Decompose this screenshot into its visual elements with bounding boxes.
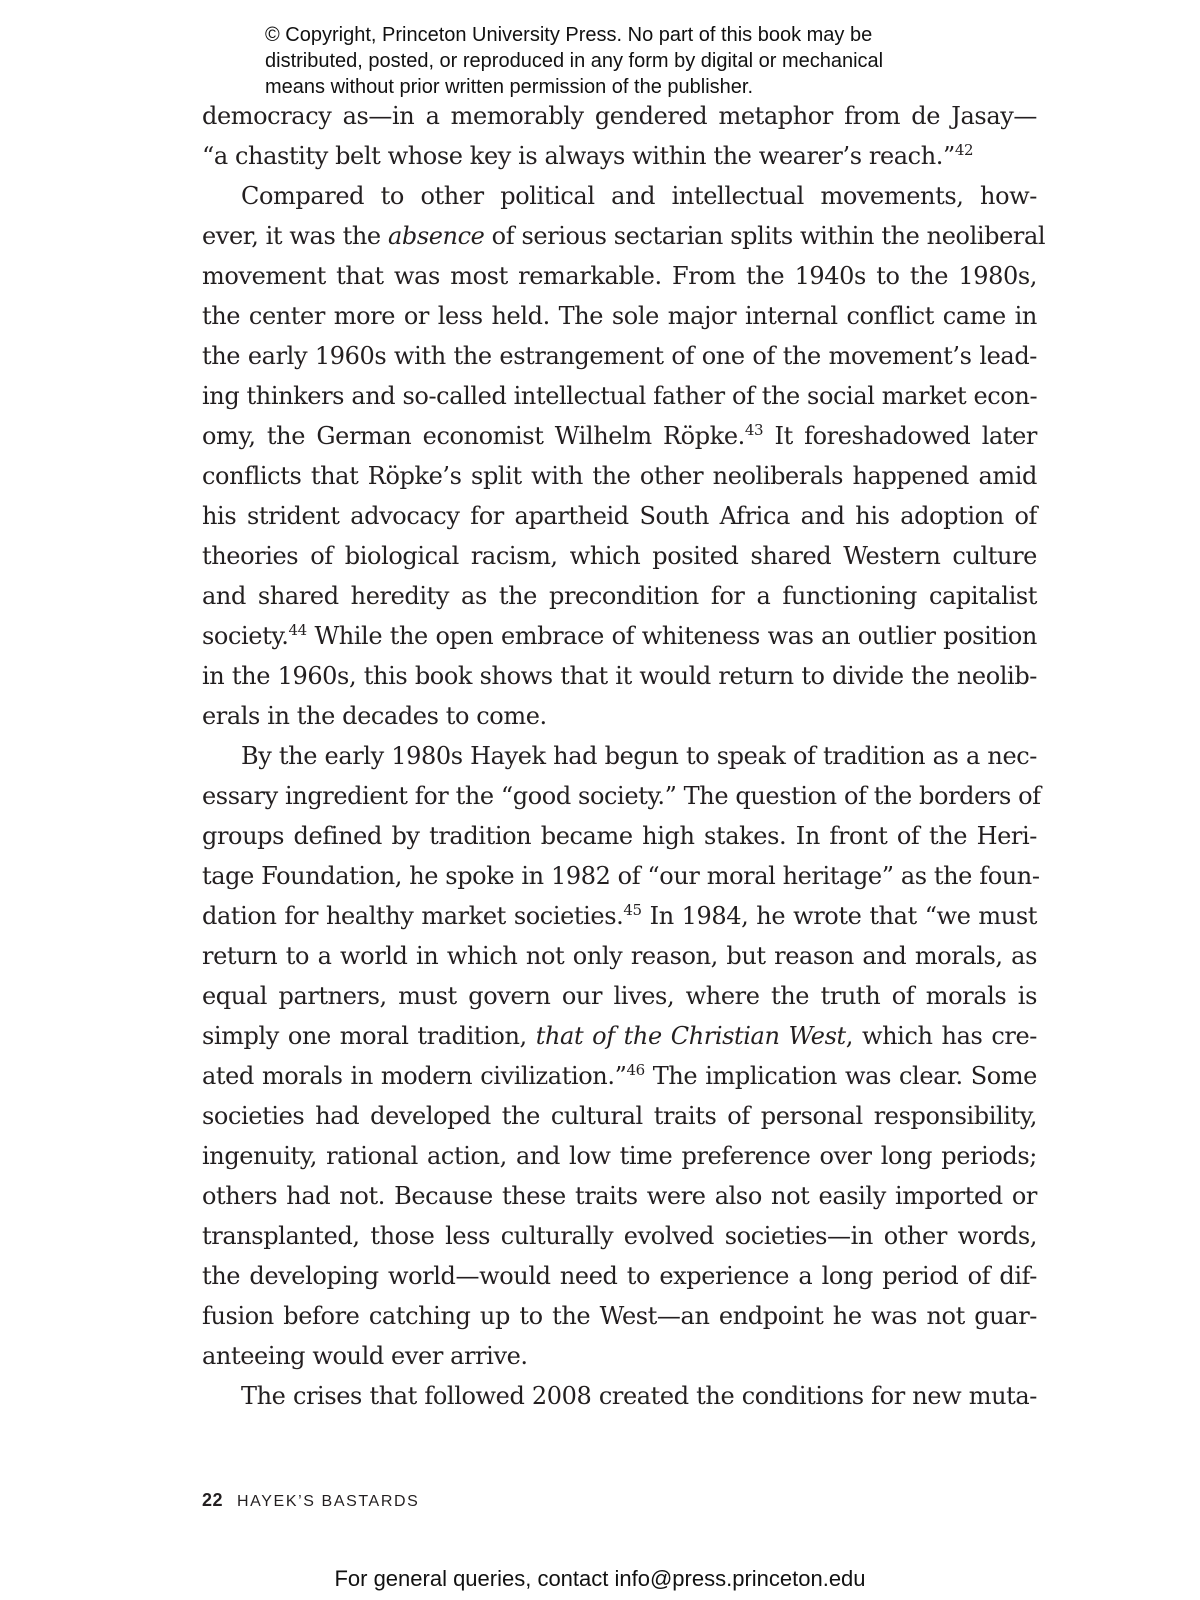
text-line: tage Foundation, he spoke in 1982 of “our moral heritage” as the foun- (202, 862, 1040, 890)
text-line: The crises that followed 2008 created the conditions for new muta- (241, 1382, 1037, 1410)
text-line: and shared heredity as the precondition for a functioning capitalist (202, 582, 1037, 610)
text-line: groups defined by tradition became high stakes. In front of the Heri- (202, 822, 1037, 850)
text-line: Compared to other political and intellectual movements, how- (241, 182, 1037, 210)
page-number: 22 (202, 1490, 224, 1510)
paragraph (202, 96, 1037, 176)
text-line: ingenuity, rational action, and low time preference over long periods; (202, 1142, 1037, 1170)
text-line: transplanted, those less culturally evolved societies—in other words, (202, 1222, 1037, 1250)
body-text (202, 96, 1046, 1416)
contact-line: For general queries, contact info@press.princeton.edu (334, 1566, 866, 1591)
text-line: ing thinkers and so-called intellectual father of the social market econ- (202, 382, 1038, 410)
text-line: erals in the decades to come. (202, 702, 547, 730)
footnote-ref: 42 (954, 141, 974, 159)
footnote-ref: 43 (744, 421, 764, 439)
text-line: others had not. Because these traits were also not easily imported or (202, 1182, 1037, 1210)
text-line: democracy as—in a memorably gendered metaphor from de Jasay— (202, 102, 1037, 130)
copyright-notice (265, 22, 985, 100)
emphasis: that of the Christian West (535, 1022, 846, 1050)
text-line: in the 1960s, this book shows that it would return to divide the neolib- (202, 662, 1037, 690)
text-line: By the early 1980s Hayek had begun to speak of tradition as a nec- (241, 742, 1037, 770)
copyright-line: distributed, posted, or reproduced in any form by digital or mechanical (265, 50, 884, 72)
text-line: societies had developed the cultural traits of personal responsibility, (202, 1102, 1037, 1130)
footnote-ref: 44 (288, 621, 307, 639)
text-line: ever, it was the absence of serious sectarian splits within the neoliberal (202, 222, 1046, 250)
footnote-ref: 46 (626, 1061, 645, 1079)
text-line: dation for healthy market societies.$^{45}$ In 1984, he wrote that “we must (202, 901, 1038, 930)
text-line: essary ingredient for the “good society.” The question of the borders of (202, 782, 1041, 810)
page-footer (202, 1490, 419, 1511)
text-line: his strident advocacy for apartheid South Africa and his adoption of (202, 502, 1037, 530)
emphasis: absence (387, 222, 485, 250)
text-line: theories of biological racism, which posited shared Western culture (202, 542, 1037, 570)
text-line: fusion before catching up to the West—an endpoint he was not guar- (202, 1302, 1037, 1330)
text-line: the center more or less held. The sole major internal conflict came in (202, 302, 1037, 330)
text-line: the early 1960s with the estrangement of one of the movement’s lead- (202, 342, 1037, 370)
copyright-line: means without prior written permission of the publisher. (265, 76, 754, 98)
text-line: return to a world in which not only reason, but reason and morals, as (202, 942, 1037, 970)
text-line: equal partners, must govern our lives, where the truth of morals is (202, 982, 1037, 1010)
footnote-ref: 45 (623, 901, 642, 919)
text-line: “a chastity belt whose key is always within the wearer’s reach.”$^{42}$ (202, 141, 974, 170)
text-line: simply one moral tradition, that of the Christian West, which has cre- (202, 1022, 1037, 1050)
text-line: omy, the German economist Wilhelm Röpke.$^{43}$ It foreshadowed later (202, 421, 1037, 450)
text-line: society.$^{44}$ While the open embrace of whiteness was an outlier position (202, 621, 1037, 650)
text-line: conflicts that Röpke’s split with the other neoliberals happened amid (202, 462, 1037, 490)
text-line: the developing world—would need to experience a long period of dif- (202, 1262, 1037, 1290)
text-line: ated morals in modern civilization.”$^{46}$ The implication was clear. Some (202, 1061, 1037, 1090)
paragraph (202, 176, 1046, 736)
text-line: anteeing would ever arrive. (202, 1342, 528, 1370)
copyright-line: © Copyright, Princeton University Press. No part of this book may be (265, 24, 873, 46)
paragraph (202, 1376, 1037, 1416)
text-line: movement that was most remarkable. From the 1940s to the 1980s, (202, 262, 1037, 290)
paragraph (202, 736, 1041, 1376)
running-title: HAYEK’S BASTARDS (237, 1493, 420, 1510)
